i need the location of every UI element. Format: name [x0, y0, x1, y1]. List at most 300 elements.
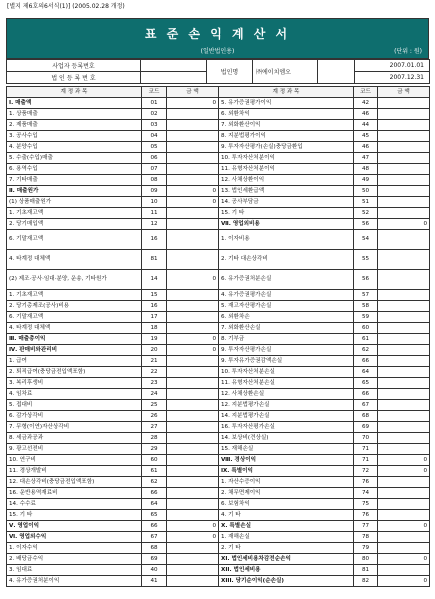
right-code-cell: 69 [354, 422, 378, 433]
left-code-cell: 23 [142, 378, 167, 389]
left-code-cell: 22 [142, 367, 167, 378]
left-item-cell: 7. 무형(이연)자산상각비 [7, 422, 142, 433]
left-item-cell: Ⅳ. 판매비와관리비 [7, 345, 142, 356]
header-code-right: 코드 [354, 87, 378, 98]
left-item-cell: 1. 상품매출 [7, 109, 142, 120]
left-item-cell: 15. 기 타 [7, 510, 142, 521]
table-row [7, 532, 430, 543]
right-item-cell: 1. 이자비용 [219, 230, 354, 250]
right-item-cell: 9. 투자자산평가손실 [219, 345, 354, 356]
left-code-cell: 64 [142, 499, 167, 510]
right-item-cell: 6. 보험차익 [219, 499, 354, 510]
left-amount-cell: 0 [167, 186, 219, 197]
right-amount-cell [378, 175, 430, 186]
right-code-cell: 79 [354, 543, 378, 554]
corp-reg-number-label: 법 인 등 록 번 호 [7, 72, 141, 84]
right-amount-cell [378, 477, 430, 488]
left-code-cell: 81 [142, 250, 167, 270]
left-item-cell: 8. 세금과공과 [7, 433, 142, 444]
left-item-cell: 16. 운반용역재료비 [7, 488, 142, 499]
form-note: [별지 제6호의6서식(1)] (2005.02.28 개정) [7, 3, 125, 10]
header-amount-left: 금 액 [167, 87, 219, 98]
table-row [7, 389, 430, 400]
right-code-cell: 49 [354, 175, 378, 186]
left-code-cell: 04 [142, 131, 167, 142]
left-item-cell: 3. 임대료 [7, 565, 142, 576]
right-amount-cell [378, 411, 430, 422]
right-amount-cell: 0 [378, 455, 430, 466]
left-code-cell: 66 [142, 521, 167, 532]
table-row [7, 433, 430, 444]
right-amount-cell: 0 [378, 466, 430, 477]
left-amount-cell [167, 477, 219, 488]
left-item-cell: 6. 기말재고액 [7, 230, 142, 250]
table-row [7, 164, 430, 175]
right-item-cell: 2. 기타 대손상각비 [219, 250, 354, 270]
right-item-cell: 6. 유가증권처분손실 [219, 270, 354, 290]
table-row [7, 219, 430, 230]
right-code-cell: 62 [354, 345, 378, 356]
left-code-cell: 14 [142, 270, 167, 290]
left-code-cell: 16 [142, 230, 167, 250]
table-row [7, 466, 430, 477]
left-item-cell: 2. 퇴직급여(충당금전입액포함) [7, 367, 142, 378]
left-amount-cell [167, 164, 219, 175]
right-code-cell: 71 [354, 455, 378, 466]
right-item-cell: 13. 법인세환급액 [219, 186, 354, 197]
right-code-cell: 67 [354, 400, 378, 411]
left-amount-cell [167, 219, 219, 230]
left-item-cell: 2. 당기매입액 [7, 219, 142, 230]
left-code-cell: 03 [142, 120, 167, 131]
right-amount-cell [378, 356, 430, 367]
left-amount-cell: 0 [167, 270, 219, 290]
right-amount-cell [378, 444, 430, 455]
right-amount-cell [378, 334, 430, 345]
right-code-cell: 68 [354, 411, 378, 422]
left-code-cell: 29 [142, 444, 167, 455]
left-amount-cell [167, 576, 219, 587]
corporation-info-table [6, 59, 430, 84]
left-amount-cell: 0 [167, 197, 219, 208]
left-amount-cell [167, 367, 219, 378]
left-amount-cell [167, 378, 219, 389]
left-code-cell: 65 [142, 510, 167, 521]
right-code-cell: 50 [354, 186, 378, 197]
table-row [7, 270, 430, 290]
right-item-cell: Ⅶ. 영업외비용 [219, 219, 354, 230]
left-amount-cell: 0 [167, 345, 219, 356]
right-amount-cell [378, 186, 430, 197]
right-item-cell: 11. 유형자산처분손실 [219, 378, 354, 389]
right-code-cell: 59 [354, 312, 378, 323]
left-code-cell: 66 [142, 488, 167, 499]
corp-name-label: 법인명 [207, 60, 253, 84]
right-code-cell: 66 [354, 356, 378, 367]
right-item-cell: 2. 채무면제이익 [219, 488, 354, 499]
table-row [7, 356, 430, 367]
table-row [7, 230, 430, 250]
right-amount-cell: 0 [378, 554, 430, 565]
table-row [7, 345, 430, 356]
left-code-cell: 25 [142, 400, 167, 411]
right-amount-cell [378, 142, 430, 153]
table-row [7, 175, 430, 186]
right-code-cell: 56 [354, 219, 378, 230]
left-item-cell: 12. 대손상각비(충당금전입액포함) [7, 477, 142, 488]
left-code-cell: 67 [142, 532, 167, 543]
left-code-cell: 09 [142, 186, 167, 197]
left-code-cell: 21 [142, 356, 167, 367]
right-item-cell: 14. 보상비(견상실) [219, 433, 354, 444]
left-code-cell: 17 [142, 312, 167, 323]
right-code-cell: 76 [354, 510, 378, 521]
left-code-cell: 61 [142, 466, 167, 477]
left-code-cell: 02 [142, 109, 167, 120]
left-code-cell: 41 [142, 576, 167, 587]
right-amount-cell [378, 345, 430, 356]
table-row [7, 312, 430, 323]
header-item-left: 계 정 과 목 [7, 87, 142, 98]
left-item-cell: Ⅴ. 영업이익 [7, 521, 142, 532]
left-code-cell: 27 [142, 422, 167, 433]
right-item-cell: 9. 투자자산평가(손실)충당금환입 [219, 142, 354, 153]
left-amount-cell [167, 389, 219, 400]
right-item-cell: 4. 유가증권평가손실 [219, 290, 354, 301]
left-amount-cell [167, 565, 219, 576]
right-item-cell: 5. 유가증권평가이익 [219, 98, 354, 109]
left-amount-cell [167, 433, 219, 444]
left-amount-cell [167, 250, 219, 270]
business-reg-number-label: 사업자 등록번호 [7, 60, 141, 72]
left-item-cell: (2) 제조·공사·임대·분양, 운송, 기타원가 [7, 270, 142, 290]
left-item-cell: 11. 경상개발비 [7, 466, 142, 477]
left-amount-cell [167, 444, 219, 455]
right-amount-cell [378, 208, 430, 219]
left-amount-cell [167, 455, 219, 466]
right-amount-cell [378, 400, 430, 411]
right-item-cell: 16. 투자자산평가손실 [219, 422, 354, 433]
right-amount-cell [378, 290, 430, 301]
right-item-cell: 15. 기 타 [219, 208, 354, 219]
table-row [7, 186, 430, 197]
corp-name-value: ㈜에이치엠오 [253, 60, 318, 84]
table-row [7, 543, 430, 554]
right-item-cell: 4. 기 타 [219, 510, 354, 521]
left-amount-cell [167, 312, 219, 323]
left-amount-cell: 0 [167, 98, 219, 109]
left-amount-cell [167, 323, 219, 334]
right-code-cell: 81 [354, 565, 378, 576]
right-code-cell: 45 [354, 131, 378, 142]
right-code-cell: 76 [354, 477, 378, 488]
right-code-cell: 75 [354, 499, 378, 510]
right-code-cell: 52 [354, 208, 378, 219]
left-amount-cell [167, 411, 219, 422]
left-code-cell: 06 [142, 153, 167, 164]
header-code-left: 코드 [142, 87, 167, 98]
right-item-cell: Ⅸ. 특별이익 [219, 466, 354, 477]
left-amount-cell: 0 [167, 532, 219, 543]
right-item-cell: 2. 기 타 [219, 543, 354, 554]
table-row [7, 554, 430, 565]
left-item-cell: 5. 수출(수입)매출 [7, 153, 142, 164]
right-code-cell: 74 [354, 488, 378, 499]
business-reg-number-value [141, 60, 207, 72]
left-item-cell: 4. 분양수입 [7, 142, 142, 153]
table-row [7, 197, 430, 208]
right-item-cell: 7. 외화환산이익 [219, 120, 354, 131]
right-item-cell: 10. 투자자산처분이익 [219, 153, 354, 164]
form-subtitle: (일반법인용) [200, 48, 235, 55]
left-amount-cell [167, 488, 219, 499]
right-code-cell: 44 [354, 120, 378, 131]
right-code-cell: 66 [354, 389, 378, 400]
left-amount-cell [167, 230, 219, 250]
left-item-cell: 14. 수수료 [7, 499, 142, 510]
table-row [7, 142, 430, 153]
right-amount-cell [378, 120, 430, 131]
table-header-row [7, 87, 430, 98]
right-amount-cell [378, 433, 430, 444]
right-item-cell: 6. 외환차익 [219, 109, 354, 120]
left-code-cell: 19 [142, 334, 167, 345]
right-code-cell: 46 [354, 142, 378, 153]
statement-body [7, 87, 430, 587]
right-code-cell: 65 [354, 378, 378, 389]
left-item-cell: 3. 복리후생비 [7, 378, 142, 389]
left-code-cell: 40 [142, 565, 167, 576]
table-row [7, 422, 430, 433]
table-row [7, 444, 430, 455]
table-row [7, 510, 430, 521]
right-amount-cell [378, 109, 430, 120]
left-item-cell: 5. 접대비 [7, 400, 142, 411]
table-row [7, 301, 430, 312]
table-row [7, 109, 430, 120]
table-row [7, 98, 430, 109]
right-amount-cell [378, 270, 430, 290]
right-item-cell: Ⅹ. 특별손실 [219, 521, 354, 532]
header-item-right: 계 정 과 목 [219, 87, 354, 98]
table-row [7, 521, 430, 532]
right-item-cell: 14. 지분법평가손실 [219, 411, 354, 422]
table-row [7, 411, 430, 422]
right-code-cell: 48 [354, 164, 378, 175]
left-item-cell: 2. 배당금수익 [7, 554, 142, 565]
period-start: 2007.01.01 [355, 60, 430, 72]
left-item-cell: 1. 이자수익 [7, 543, 142, 554]
left-code-cell: 12 [142, 219, 167, 230]
left-code-cell: 11 [142, 208, 167, 219]
table-row [7, 455, 430, 466]
right-code-cell: 61 [354, 334, 378, 345]
left-amount-cell [167, 422, 219, 433]
right-code-cell: 46 [354, 109, 378, 120]
right-code-cell: 77 [354, 521, 378, 532]
left-code-cell: 26 [142, 411, 167, 422]
left-item-cell: 6. 용역수입 [7, 164, 142, 175]
right-item-cell: 5. 재고자산평가손실 [219, 301, 354, 312]
right-item-cell: 1. 재해손실 [219, 532, 354, 543]
right-amount-cell [378, 323, 430, 334]
right-amount-cell: 0 [378, 521, 430, 532]
left-amount-cell [167, 301, 219, 312]
right-item-cell: 14. 공사부담금 [219, 197, 354, 208]
left-amount-cell [167, 208, 219, 219]
right-amount-cell [378, 378, 430, 389]
table-row [7, 120, 430, 131]
left-amount-cell [167, 543, 219, 554]
right-amount-cell: 0 [378, 219, 430, 230]
left-item-cell: 4. 타계정 대체액 [7, 323, 142, 334]
right-code-cell: 60 [354, 323, 378, 334]
right-item-cell: 15. 재해손실 [219, 444, 354, 455]
table-row [7, 576, 430, 587]
left-item-cell: Ⅵ. 영업외수익 [7, 532, 142, 543]
form-title: 표 준 손 익 계 산 서 [144, 27, 291, 41]
period-label-cell [318, 60, 355, 84]
right-amount-cell [378, 131, 430, 142]
table-row [7, 565, 430, 576]
left-item-cell: 2. 당기총제조(공사)비용 [7, 301, 142, 312]
left-amount-cell [167, 175, 219, 186]
left-amount-cell: 0 [167, 521, 219, 532]
left-amount-cell [167, 499, 219, 510]
table-row [7, 250, 430, 270]
left-item-cell: Ⅱ. 매출원가 [7, 186, 142, 197]
left-amount-cell [167, 290, 219, 301]
left-item-cell: 1. 기초재고액 [7, 208, 142, 219]
right-amount-cell [378, 510, 430, 521]
title-banner [6, 18, 429, 59]
table-row [7, 290, 430, 301]
left-code-cell: 18 [142, 323, 167, 334]
left-code-cell: 16 [142, 301, 167, 312]
left-amount-cell [167, 109, 219, 120]
left-code-cell: 68 [142, 543, 167, 554]
right-item-cell: 11. 유형자산처분이익 [219, 164, 354, 175]
table-row [7, 323, 430, 334]
header-amount-right: 금 액 [378, 87, 430, 98]
table-row [7, 208, 430, 219]
left-amount-cell [167, 142, 219, 153]
corp-reg-number-value [141, 72, 207, 84]
table-row [7, 477, 430, 488]
right-code-cell: 56 [354, 270, 378, 290]
table-row [7, 378, 430, 389]
right-code-cell: 64 [354, 367, 378, 378]
left-item-cell: 1. 기초재고액 [7, 290, 142, 301]
right-item-cell: XII. 법인세비용 [219, 565, 354, 576]
left-amount-cell [167, 356, 219, 367]
right-item-cell: Ⅷ. 경상이익 [219, 455, 354, 466]
right-code-cell: 47 [354, 153, 378, 164]
right-item-cell: 8. 기부금 [219, 334, 354, 345]
right-item-cell: 10. 투자자산처분손실 [219, 367, 354, 378]
right-code-cell: 78 [354, 532, 378, 543]
right-amount-cell [378, 164, 430, 175]
left-amount-cell [167, 131, 219, 142]
right-item-cell: 12. 지분법평가손실 [219, 400, 354, 411]
left-item-cell: 3. 공사수입 [7, 131, 142, 142]
right-amount-cell [378, 250, 430, 270]
left-code-cell: 05 [142, 142, 167, 153]
right-amount-cell: 0 [378, 576, 430, 587]
left-item-cell: 7. 기타매출 [7, 175, 142, 186]
right-amount-cell [378, 389, 430, 400]
right-code-cell: 82 [354, 576, 378, 587]
right-code-cell: 72 [354, 466, 378, 477]
left-code-cell: 10 [142, 197, 167, 208]
left-code-cell: 01 [142, 98, 167, 109]
left-code-cell: 69 [142, 554, 167, 565]
right-code-cell: 42 [354, 98, 378, 109]
right-code-cell: 55 [354, 250, 378, 270]
left-amount-cell [167, 400, 219, 411]
right-amount-cell [378, 543, 430, 554]
right-item-cell: 12. 사채상환손실 [219, 389, 354, 400]
unit-label: (단위 : 원) [394, 48, 422, 55]
left-code-cell: 28 [142, 433, 167, 444]
right-amount-cell [378, 197, 430, 208]
right-code-cell: 80 [354, 554, 378, 565]
right-amount-cell [378, 98, 430, 109]
left-code-cell: 60 [142, 455, 167, 466]
table-row [7, 131, 430, 142]
right-amount-cell [378, 230, 430, 250]
left-item-cell: Ⅰ. 매출액 [7, 98, 142, 109]
left-amount-cell [167, 554, 219, 565]
right-amount-cell [378, 499, 430, 510]
right-code-cell: 57 [354, 290, 378, 301]
right-amount-cell [378, 488, 430, 499]
table-row [7, 488, 430, 499]
left-item-cell: 4. 임차료 [7, 389, 142, 400]
left-item-cell: Ⅲ. 매출총이익 [7, 334, 142, 345]
right-item-cell: XI. 법인세비용차감전순손익 [219, 554, 354, 565]
right-amount-cell [378, 422, 430, 433]
left-amount-cell [167, 153, 219, 164]
right-amount-cell [378, 367, 430, 378]
right-item-cell: 7. 외화환산손실 [219, 323, 354, 334]
left-amount-cell: 0 [167, 334, 219, 345]
right-item-cell: 8. 지분법평가이익 [219, 131, 354, 142]
table-row [7, 153, 430, 164]
left-code-cell: 07 [142, 164, 167, 175]
left-code-cell: 24 [142, 389, 167, 400]
income-statement-table [6, 86, 430, 587]
right-amount-cell [378, 532, 430, 543]
right-item-cell: 1. 자산수증이익 [219, 477, 354, 488]
left-amount-cell [167, 466, 219, 477]
right-amount-cell [378, 153, 430, 164]
left-code-cell: 15 [142, 290, 167, 301]
right-item-cell: 9. 투자유가증권감액손실 [219, 356, 354, 367]
left-item-cell: 9. 광고선전비 [7, 444, 142, 455]
left-code-cell: 08 [142, 175, 167, 186]
table-row [7, 334, 430, 345]
right-item-cell: 6. 외환차손 [219, 312, 354, 323]
right-amount-cell [378, 301, 430, 312]
left-item-cell: 2. 제품매출 [7, 120, 142, 131]
left-item-cell: 1. 급여 [7, 356, 142, 367]
right-code-cell: 71 [354, 444, 378, 455]
right-item-cell: XIII. 당기순이익(순손실) [219, 576, 354, 587]
right-code-cell: 54 [354, 230, 378, 250]
table-row [7, 400, 430, 411]
left-code-cell: 20 [142, 345, 167, 356]
